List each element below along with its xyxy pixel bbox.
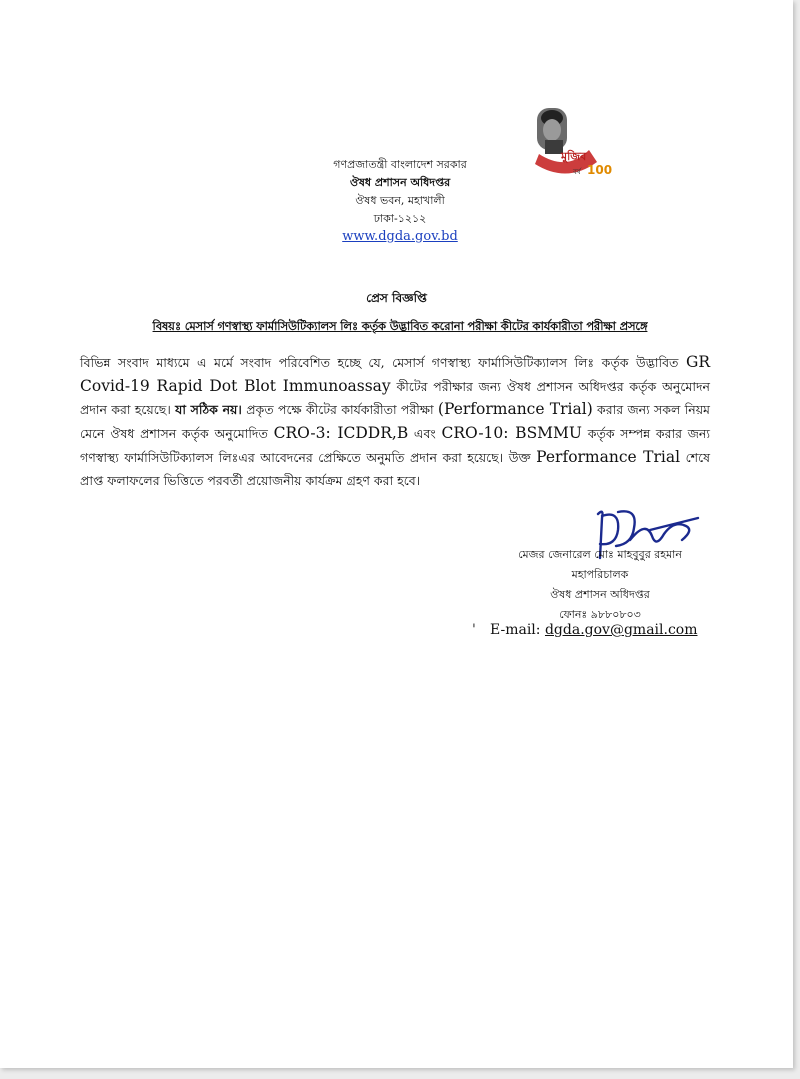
letterhead: [280, 156, 520, 246]
logo-text-100: 100: [587, 163, 613, 177]
body-text-part: শেষে প্রাপ্ত ফলাফলের ভিত্তিতে পরবর্তী প্রয়োজনীয় কার্যক্রম গ্রহণ করা হবে।: [80, 449, 710, 488]
signature-block: [470, 545, 730, 625]
govt-name: গণপ্রজাতন্ত্রী বাংলাদেশ সরকার: [333, 158, 467, 171]
emphasis-statement: যা সঠিক নয়।: [175, 402, 242, 418]
email-row: [472, 622, 698, 638]
body-text-part: এবং: [408, 426, 442, 442]
logo-text-mujib: মুজিব: [561, 150, 587, 163]
website-link[interactable]: www.dgda.gov.bd: [342, 229, 458, 244]
office-name: ঔষধ প্রশাসন অধিদপ্তর: [349, 176, 451, 189]
signatory-phone: ফোনঃ ৯৮৮০৮০৩: [559, 608, 641, 621]
press-release-title: প্রেস বিজ্ঞপ্তি: [366, 291, 427, 305]
city-address: ঢাকা-১২১২: [373, 212, 427, 225]
body-paragraph: [80, 351, 710, 492]
building-address: ঔষধ ভবন, মহাখালী: [355, 194, 445, 207]
signatory-name: মেজর জেনারেল মোঃ মাহবুবুর রহমান: [518, 548, 682, 561]
performance-trial-term: (Performance Trial): [437, 400, 593, 419]
signatory-designation: মহাপরিচালক: [571, 568, 629, 581]
tick-mark: ': [472, 622, 476, 638]
cro-bsmmu: CRO-10: BSMMU: [441, 424, 582, 443]
subject-line: বিষয়ঃ মেসার্স গণস্বাস্থ্য ফার্মাসিউটিক্যালস লিঃ কর্তৃক উদ্ভাবিত করোনা পরীক্ষা কীটের কার্যকারীতা পরীক্ষা প্রসঙ্গে: [152, 319, 648, 333]
body-text-part: কীটের পরীক্ষার জন্য ঔষধ প্রশাসন অধিদপ্তর কর্তৃক অনুমোদন প্রদান করা হয়েছে।: [80, 378, 710, 418]
body-text-part: বিভিন্ন সংবাদ মাধ্যমে এ মর্মে সংবাদ পরিবেশিত হচ্ছে যে, মেসার্স গণস্বাস্থ্য ফার্মাসিউটিক্যালস লিঃ কর্তৃক উদ্ভাবিত: [80, 355, 686, 370]
product-name: GR Covid-19 Rapid Dot Blot Immunoassay: [80, 353, 710, 395]
body-text-part: কর্তৃক সম্পন্ন করার জন্য গণস্বাস্থ্য ফার্মাসিউটিক্যালস লিঃএর আবেদনের প্রেক্ষিতে অনুমতি প্রদান করা হয়েছে। উক্ত: [80, 426, 711, 465]
signatory-office: ঔষধ প্রশাসন অধিদপ্তর: [550, 588, 650, 601]
email-address[interactable]: dgda.gov@gmail.com: [544, 622, 698, 638]
portrait-face: [543, 119, 561, 141]
mujib-borsho-logo: [527, 102, 613, 184]
body-text-part: প্রকৃত পক্ষে কীটের কার্যকারীতা পরীক্ষা: [241, 402, 438, 418]
logo-text-borsho: বর্ষ: [573, 168, 581, 176]
email-label: E-mail:: [490, 622, 541, 638]
body-text-part: করার জন্য সকল নিয়ম মেনে ঔষধ প্রশাসন কর্তৃক অনুমোদিত: [80, 402, 711, 442]
performance-trial-term: Performance Trial: [536, 447, 681, 466]
cro-icddrb: CRO-3: ICDDR,B: [273, 424, 409, 443]
